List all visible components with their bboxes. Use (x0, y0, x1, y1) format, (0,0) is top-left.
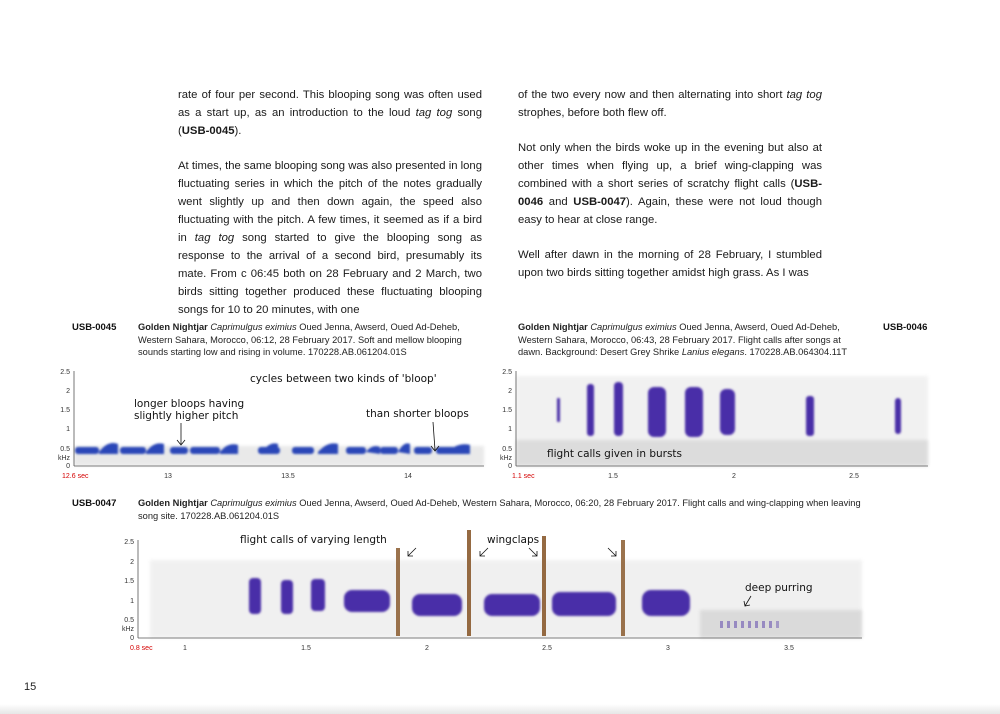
figure-code-usb-0046: USB-0046 (883, 322, 928, 333)
y-tick-label: 0 (508, 463, 512, 470)
paragraph: Well after dawn in the morning of 28 February, I stumbled upon two birds sitting together amidst high grass. As I was (518, 249, 822, 279)
deep-purring (720, 621, 779, 628)
annotation-arrow (408, 548, 416, 556)
background-noise (700, 610, 862, 638)
y-axis-ticks (500, 369, 513, 470)
start-time-label: 12.6 sec (62, 473, 89, 480)
annotation-arrow (480, 548, 488, 556)
y-tick-label: 2.5 (502, 369, 512, 376)
annotation: deep purring (745, 582, 813, 594)
annotation: cycles between two kinds of 'bloop' (250, 373, 437, 385)
paragraph: rate of four per second. This blooping song was often used as a start up, as an introduction to the loud tag tog song (USB-0045). (178, 89, 482, 137)
spectrogram-usb-0045 (58, 369, 484, 480)
annotation: wingclaps (487, 534, 540, 546)
y-tick-label: 2 (66, 388, 70, 395)
page-edge-shadow (0, 704, 1000, 714)
x-tick-label: 3 (666, 645, 670, 652)
annotation: than shorter bloops (366, 408, 469, 420)
annotation: flight calls of varying length (240, 534, 387, 546)
y-tick-label: 1 (130, 598, 134, 605)
x-tick-label: 3.5 (784, 645, 794, 652)
y-unit-label: kHz (499, 455, 512, 462)
y-tick-label: 2.5 (60, 369, 70, 376)
x-tick-label: 1.5 (608, 473, 618, 480)
figure-code-usb-0045: USB-0045 (72, 322, 117, 333)
x-tick-label: 2 (425, 645, 429, 652)
start-time-label: 1.1 sec (512, 473, 535, 480)
x-tick-label: 1.5 (301, 645, 311, 652)
figure-caption-usb-0046: Golden Nightjar Caprimulgus eximius Oued Jenna, Awserd, Oued Ad-Deheb, Western Sahara, Morocco, 06:43, 28 February 2017. Flight calls after songs at dawn. Background: Desert Grey Shrike Lanius elegans. 170228.AB.064304.11T (518, 322, 848, 357)
annotation-arrow (608, 548, 616, 556)
y-tick-label: 2 (508, 388, 512, 395)
page-number: 15 (24, 681, 37, 693)
spectrogram-usb-0046 (500, 369, 928, 480)
annotation: slightly higher pitch (134, 410, 239, 422)
annotation: flight calls given in bursts (547, 448, 683, 460)
x-tick-label: 1 (183, 645, 187, 652)
y-tick-label: 1.5 (502, 407, 512, 414)
y-axis-ticks (58, 369, 71, 470)
y-axis-ticks (122, 539, 135, 642)
figure-caption-usb-0045: Golden Nightjar Caprimulgus eximius Oued Jenna, Awserd, Oued Ad-Deheb, Western Sahara, Morocco, 06:12, 28 February 2017. Soft and mellow blooping sounds starting low and rising in volume. 170228.AB.061204.01S (138, 322, 462, 357)
y-tick-label: 0.5 (124, 617, 134, 624)
start-time-label: 0.8 sec (130, 645, 153, 652)
annotation-arrow (529, 548, 537, 556)
paragraph: At times, the same blooping song was also presented in long fluctuating series in which the pitch of the notes gradually went slightly up and then down again, the speed also fluctuating with the pitch. A few times, it seemed as if a bird in tag tog song started to give the blooping song as response to the arrival of a second bird, presumably its mate. From c 06:45 both on 28 February and 2 March, two birds sitting together produced these fluctuating blooping songs for 10 to 20 minutes, with one (178, 160, 482, 316)
x-tick-label: 13.5 (281, 473, 295, 480)
y-tick-label: 0.5 (502, 446, 512, 453)
y-unit-label: kHz (57, 455, 70, 462)
y-tick-label: 2.5 (124, 539, 134, 546)
y-tick-label: 0 (66, 463, 70, 470)
figure-caption-usb-0047: Golden Nightjar Caprimulgus eximius Oued Jenna, Awserd, Oued Ad-Deheb, Western Sahara, Morocco, 06:20, 28 February 2017. Flight calls and wing-clapping when leaving song site. 170228.AB.061204.01S (138, 498, 861, 521)
x-tick-label: 2 (732, 473, 736, 480)
x-tick-label: 2.5 (542, 645, 552, 652)
y-tick-label: 1 (508, 426, 512, 433)
annotation: longer bloops having (134, 398, 245, 410)
annotation-arrow (177, 423, 185, 445)
x-tick-label: 14 (404, 473, 412, 480)
paragraph: of the two every now and then alternating into short tag tog strophes, before both flew off. (518, 89, 822, 119)
y-tick-label: 1 (66, 426, 70, 433)
x-tick-label: 13 (164, 473, 172, 480)
y-tick-label: 1.5 (60, 407, 70, 414)
y-tick-label: 0 (130, 635, 134, 642)
y-unit-label: kHz (121, 626, 134, 633)
x-tick-label: 2.5 (849, 473, 859, 480)
y-tick-label: 0.5 (60, 446, 70, 453)
spectrogram-usb-0047 (122, 530, 862, 652)
figure-code-usb-0047: USB-0047 (72, 498, 117, 509)
y-tick-label: 2 (130, 559, 134, 566)
y-tick-label: 1.5 (124, 578, 134, 585)
paragraph: Not only when the birds woke up in the evening but also at other times when flying up, a brief wing-clapping was combined with a short series of scratchy flight calls (USB-0046 and USB-0047). Again, these were not loud though easy to hear at close range. (518, 142, 822, 226)
